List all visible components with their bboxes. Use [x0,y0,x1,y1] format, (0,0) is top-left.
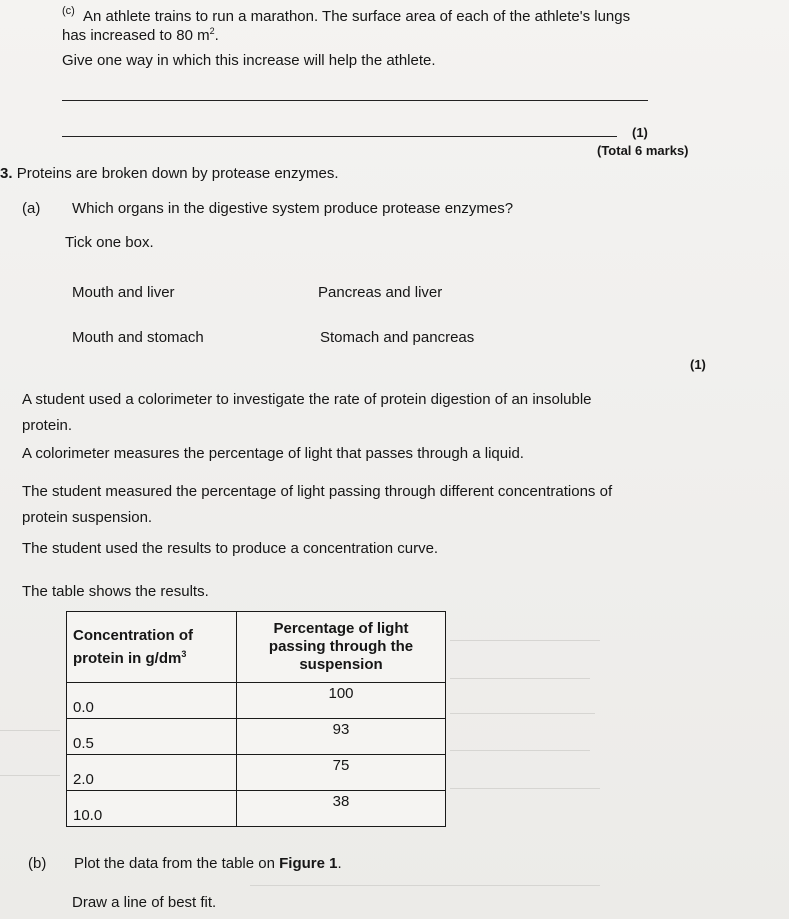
part-a-label: (a) [22,200,41,217]
paragraph-1-line1: A student used a colorimeter to investigate the rate of protein digestion of an insoluble [22,391,592,408]
part-b-instruction: Plot the data from the table on Figure 1. [74,855,342,872]
cell-percentage: 100 [237,683,446,719]
show-through-line [450,750,590,751]
option-pancreas-liver[interactable]: Pancreas and liver [318,284,443,301]
paragraph-5: The table shows the results. [22,583,209,600]
cell-concentration: 0.0 [67,683,237,719]
show-through-line [0,730,60,731]
option-mouth-stomach[interactable]: Mouth and stomach [72,329,204,346]
show-through-line [450,640,600,641]
paragraph-3-line1: The student measured the percentage of light passing through different concentrations of [22,483,613,500]
show-through-line [250,885,600,886]
cell-concentration: 0.5 [67,719,237,755]
paragraph-3-line2: protein suspension. [22,509,153,526]
table-row [67,755,446,791]
part-c-prompt: Give one way in which this increase will help the athlete. [62,52,436,69]
table-row [67,791,446,827]
table-row [67,719,446,755]
cell-percentage: 75 [237,755,446,791]
part-b-best-fit: Draw a line of best fit. [72,894,217,911]
table-header-percentage: Percentage of light passing through the suspension [237,612,446,683]
results-table [66,611,446,827]
answer-line-2[interactable] [62,136,617,137]
tick-instruction: Tick one box. [65,234,154,251]
cell-concentration: 2.0 [67,755,237,791]
part-c-line1: An athlete trains to run a marathon. The surface area of each of the athlete's lungs [83,8,631,25]
marks-part-a: (1) [690,357,706,372]
table-header-concentration: Concentration of protein in $g/dm^3$ [67,612,237,683]
show-through-line [0,775,60,776]
part-a-question: Which organs in the digestive system produce protease enzymes? [72,200,514,217]
paragraph-2: A colorimeter measures the percentage of light that passes through a liquid. [22,445,524,462]
cell-concentration: 10.0 [67,791,237,827]
option-mouth-liver[interactable]: Mouth and liver [72,284,175,301]
table-row [67,683,446,719]
show-through-line [450,713,595,714]
part-c-marker: (c) [62,5,75,17]
total-marks: (Total 6 marks) [597,143,689,158]
show-through-line [450,788,600,789]
question-3-stem: 3. Proteins are broken down by protease enzymes. [0,165,339,182]
paragraph-1-line2: protein. [22,417,73,434]
option-stomach-pancreas[interactable]: Stomach and pancreas [320,329,475,346]
cell-percentage: 38 [237,791,446,827]
marks-1: (1) [632,125,648,140]
show-through-line [450,678,590,679]
part-b-label: (b) [28,855,47,872]
part-c-line2: has increased to 80 $m^2$. [62,26,219,44]
paragraph-4: The student used the results to produce a concentration curve. [22,540,439,557]
answer-line-1[interactable] [62,100,648,101]
cell-percentage: 93 [237,719,446,755]
